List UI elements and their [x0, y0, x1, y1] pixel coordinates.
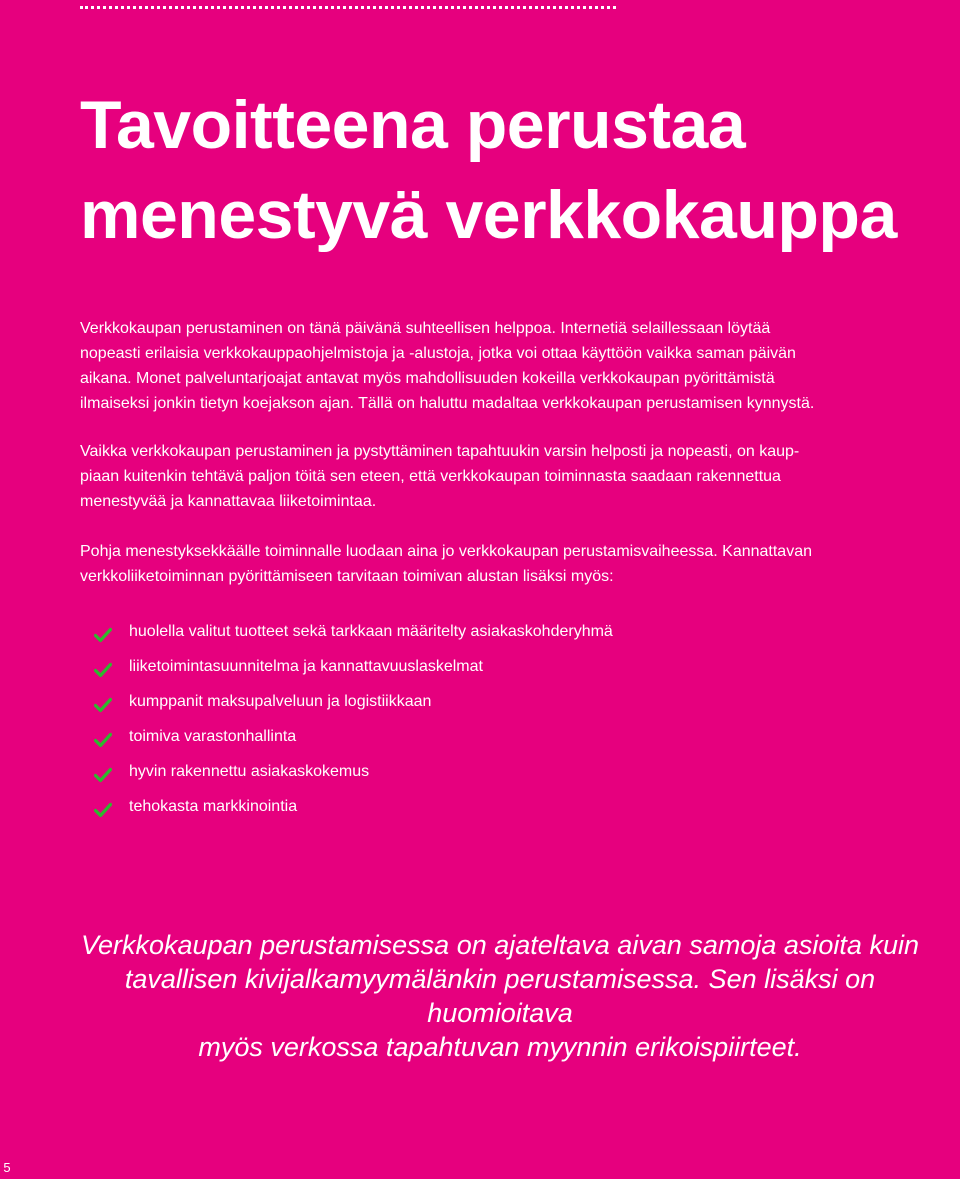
quote-line: Verkkokaupan perustamisessa on ajateltava aivan samoja asioita kuin	[81, 930, 919, 960]
text-line: Pohja menestyksekkäälle toiminnalle luodaan aina jo verkkokaupan perustamisvaiheessa. Kannattavan	[80, 543, 812, 560]
checklist-item	[80, 614, 880, 649]
paragraph-foundation	[80, 539, 880, 589]
title-line: Tavoitteena perustaa	[80, 87, 746, 163]
checklist-item	[80, 684, 880, 719]
checklist-item	[80, 789, 880, 824]
text-line: menestyvää ja kannattavaa liiketoimintaa.	[80, 493, 377, 510]
checklist-item	[80, 754, 880, 789]
text-line: ilmaiseksi jonkin tietyn koejakson ajan. Tällä on haluttu madaltaa verkkokaupan perustamisen kynnystä.	[80, 395, 815, 412]
text-line: Verkkokaupan perustaminen on tänä päivänä suhteellisen helppoa. Internetiä selaillessaan löytää	[80, 320, 771, 337]
checklist-item-label: kumppanit maksupalveluun ja logistiikkaan	[129, 692, 432, 710]
body-text	[80, 316, 880, 824]
text-line: aikana. Monet palveluntarjoajat antavat myös mahdollisuuden kokeilla verkkokaupan pyörittämistä	[80, 370, 775, 387]
page-number: 5	[3, 1160, 11, 1175]
requirements-checklist	[80, 614, 880, 824]
checkmark-icon	[94, 662, 112, 678]
paragraph-effort	[80, 439, 880, 514]
checklist-item-label: hyvin rakennettu asiakaskokemus	[129, 762, 370, 780]
text-line: nopeasti erilaisia verkkokauppaohjelmistoja ja -alustoja, jotka voi ottaa käyttöön vaikka saman päivän	[80, 345, 796, 362]
checklist-item-label: toimiva varastonhallinta	[129, 727, 297, 745]
checklist-item-label: huolella valitut tuotteet sekä tarkkaan määritelty asiakaskohderyhmä	[129, 622, 613, 640]
checkmark-icon	[94, 732, 112, 748]
page-title	[80, 80, 940, 260]
dotted-divider	[80, 6, 616, 9]
checkmark-icon	[94, 802, 112, 818]
quote-line: myös verkossa tapahtuvan myynnin erikoispiirteet.	[198, 1032, 802, 1062]
pull-quote	[60, 928, 940, 1064]
checkmark-icon	[94, 697, 112, 713]
checklist-item-label: liiketoimintasuunnitelma ja kannattavuuslaskelmat	[129, 657, 483, 675]
text-line: Vaikka verkkokaupan perustaminen ja pystyttäminen tapahtuukin varsin helposti ja nopeasti, on kaup-	[80, 443, 800, 460]
checklist-item-label: tehokasta markkinointia	[129, 797, 298, 815]
title-line: menestyvä verkkokauppa	[80, 177, 897, 253]
paragraph-intro	[80, 316, 880, 416]
text-line: piaan kuitenkin tehtävä paljon töitä sen eteen, että verkkokaupan toiminnasta saadaan rakennettua	[80, 468, 781, 485]
checklist-item	[80, 649, 880, 684]
checklist-item	[80, 719, 880, 754]
text-line: verkkoliiketoiminnan pyörittämiseen tarvitaan toimivan alustan lisäksi myös:	[80, 568, 614, 585]
checkmark-icon	[94, 627, 112, 643]
checkmark-icon	[94, 767, 112, 783]
quote-line: tavallisen kivijalkamyymälänkin perustamisessa. Sen lisäksi on huomioitava	[124, 964, 876, 1028]
